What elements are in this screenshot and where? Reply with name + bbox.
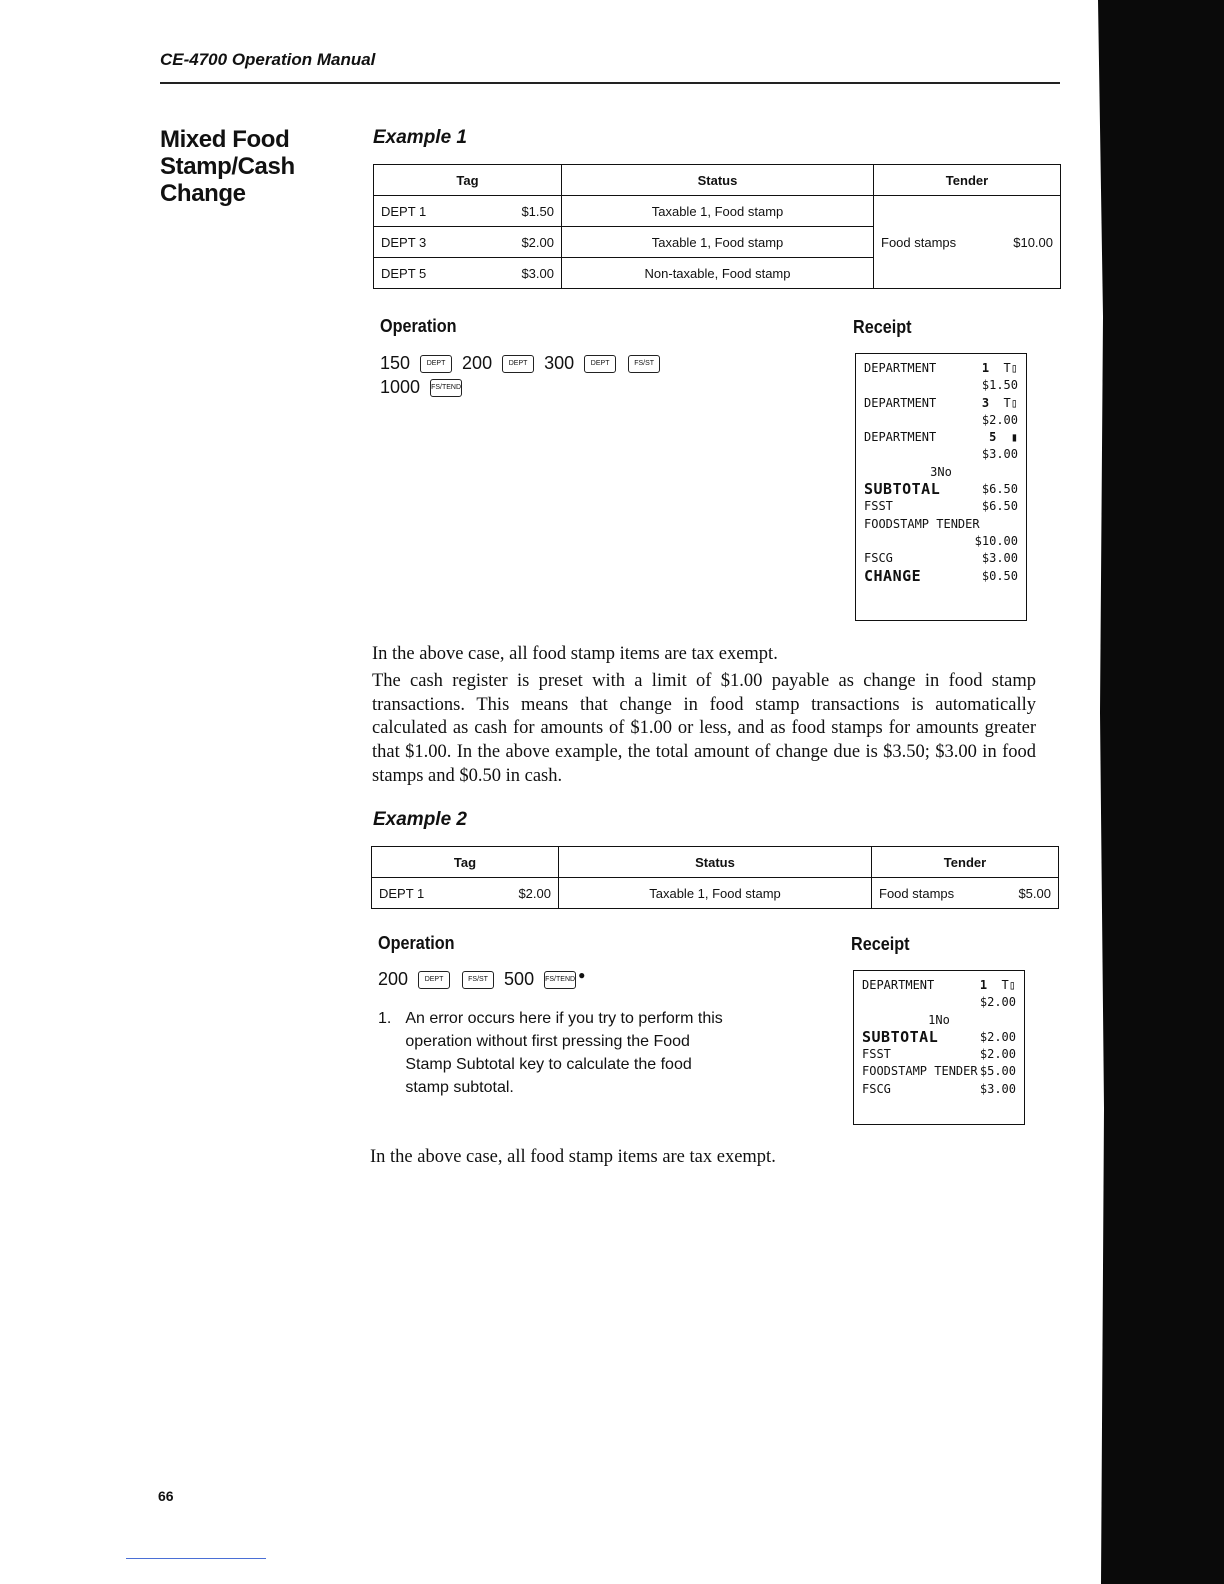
fs-tender-key: FS/TEND [544,971,576,989]
footnote-text: An error occurs here if you try to perform this operation without first pressing the Food Stamp Subtotal key to calculate the food stamp subtotal. [405,1010,723,1096]
tag-cell [374,227,562,258]
example-1-text [372,643,1036,789]
footnote-number: 1. [378,1010,392,1027]
tag-cell [374,258,562,289]
dept-5-key: DEPT [584,355,616,373]
dept-3-key: DEPT [502,355,534,373]
receipt-1 [855,353,1027,621]
receipt-heading: Receipt [853,317,912,337]
amount-entry: 500 [504,969,535,989]
status-cell: Non-taxable, Food stamp [562,258,874,289]
operation-line [378,969,585,990]
manual-header: CE-4700 Operation Manual [160,50,376,69]
scan-edge-band [1098,0,1224,1584]
example-1-title: Example 1 [373,127,467,148]
receipt-line: $2.00 [979,995,1016,1010]
tender-amount: $10.00 [1013,234,1053,250]
tender-label: Food stamps [879,885,955,901]
dept-1-key: DEPT [420,355,452,373]
amount-entry: 200 [462,353,493,373]
example-2-title: Example 2 [373,809,467,830]
page-number: 66 [158,1488,174,1504]
receipt-heading: Receipt [851,934,910,954]
dept-label: DEPT 1 [379,885,425,901]
tag-cell [374,196,562,227]
tender-amount: $5.00 [1018,885,1051,901]
tender-cell [874,196,1061,289]
fs-subtotal-key: FS/ST [462,971,494,989]
header-rule [160,82,1060,84]
operation-heading: Operation [380,316,457,336]
table-header-row [372,847,1059,878]
receipt-line: DEPARTMENT 3 T▯ [864,395,1018,410]
receipt-line: FOODSTAMP TENDER $5.00 [862,1064,1016,1079]
footnote [378,1007,738,1099]
dept-1-key: DEPT [418,971,450,989]
receipt-line: FSST $6.50 [864,499,1018,514]
dept-label: DEPT 5 [381,265,427,281]
column-tender: Tender [874,165,1061,196]
receipt-line: $10.00 [974,533,1018,548]
column-status: Status [559,847,872,878]
amount-entry: 150 [380,353,411,373]
amount-entry: 200 [378,969,409,989]
section-title: Mixed Food Stamp/Cash Change [160,126,295,207]
paragraph: In the above case, all food stamp items are tax exempt. [370,1147,776,1167]
receipt-line: DEPARTMENT 1 T▯ [862,978,1016,992]
receipt-line: DEPARTMENT 1 T▯ [864,361,1018,375]
dept-amount: $2.00 [518,885,551,901]
receipt-line: FOODSTAMP TENDER [864,516,980,531]
fs-tender-key: FS/TEND [430,379,462,397]
table-row [374,196,1061,227]
tag-cell [372,878,559,909]
status-cell: Taxable 1, Food stamp [562,227,874,258]
receipt-line: 1No [928,1012,950,1027]
operation-sequence [380,353,662,398]
receipt-2 [853,970,1025,1125]
example-1-table [373,164,1061,289]
paragraph: The cash register is preset with a limit of $1.00 payable as change in food stamp transactions. This means that change in food stamp transactions is automatically calculated as cash for amounts of $1.00 or less, and as food stamps for amounts greater that $1.00. In the above example, the total amount of change due is $3.50; $3.00 in food stamps and $0.50 in cash. [372,670,1036,786]
column-tag: Tag [372,847,559,878]
receipt-line: 3No [930,464,952,479]
amount-entry: 1000 [380,377,421,397]
status-cell: Taxable 1, Food stamp [562,196,874,227]
column-status: Status [562,165,874,196]
column-tag: Tag [374,165,562,196]
receipt-line: FSCG $3.00 [862,1081,1016,1096]
fs-subtotal-key: FS/ST [628,355,660,373]
tender-cell [872,878,1059,909]
receipt-line: SUBTOTAL $2.00 [862,1027,1016,1046]
operation-sequence [378,969,585,990]
receipt-line: FSCG $3.00 [864,551,1018,566]
column-tender: Tender [872,847,1059,878]
status-cell: Taxable 1, Food stamp [559,878,872,909]
dept-amount: $2.00 [521,234,554,250]
table-row [372,878,1059,909]
receipt-line: FSST $2.00 [862,1047,1016,1062]
receipt-line: CHANGE $0.50 [864,566,1018,585]
amount-entry: 300 [544,353,575,373]
dept-amount: $3.00 [521,265,554,281]
footer-underline [126,1558,266,1559]
table-header-row [374,165,1061,196]
dept-label: DEPT 1 [381,203,427,219]
example-2-table [371,846,1059,909]
operation-heading: Operation [378,933,455,953]
dept-amount: $1.50 [521,203,554,219]
receipt-line: DEPARTMENT 5 ▮ [864,430,1018,445]
operation-line [380,377,662,398]
receipt-line: $2.00 [981,412,1018,427]
operation-line [380,353,662,374]
dept-label: DEPT 3 [381,234,427,250]
example-2-text [370,1146,1034,1170]
tender-label: Food stamps [881,234,957,250]
receipt-line: $1.50 [981,378,1018,393]
receipt-line: SUBTOTAL $6.50 [864,480,1018,499]
receipt-line: $3.00 [981,447,1018,462]
footnote-bullet-icon: ● [578,967,586,982]
paragraph: In the above case, all food stamp items are tax exempt. [372,644,778,664]
